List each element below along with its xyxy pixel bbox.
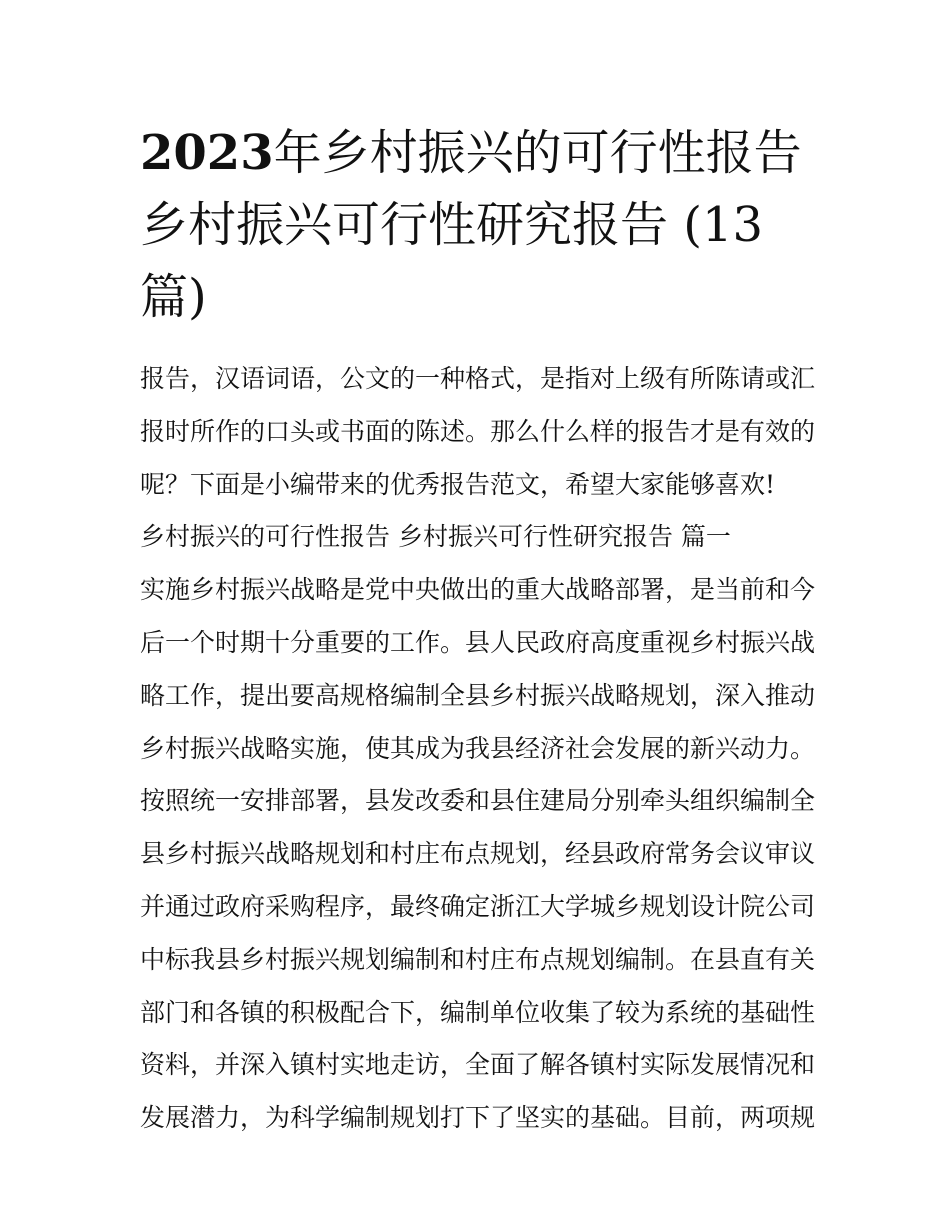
title-line-3: 篇) [140,269,207,325]
body-line-11: 并通过政府采购程序，最终确定浙江大学城乡规划设计院公司 [140,891,816,921]
body-line-8: 乡村振兴战略实施，使其成为我县经济社会发展的新兴动力。 [140,733,816,763]
body-line-15: 发展潜力，为科学编制规划打下了坚实的基础。目前，两项规 [140,1103,816,1133]
document-title [140,117,820,333]
body-line-14: 资料，并深入镇村实地走访，全面了解各镇村实际发展情况和 [140,1050,816,1080]
body-line-9: 按照统一安排部署，县发改委和县住建局分别牵头组织编制全 [140,786,816,816]
title-line-1 [140,117,820,189]
title-line-1-rest: 年乡村振兴的可行性报告 [273,125,802,181]
body-line-2: 报时所作的口头或书面的陈述。那么什么样的报告才是有效的 [140,416,816,446]
document-body [140,353,820,1145]
title-line-2: 乡村振兴可行性研究报告 (13 [140,197,764,253]
body-line-6: 后一个时期十分重要的工作。县人民政府高度重视乡村振兴战 [140,627,816,657]
body-line-10: 县乡村振兴战略规划和村庄布点规划，经县政府常务会议审议 [140,839,816,869]
body-line-7: 略工作，提出要高规格编制全县乡村振兴战略规划，深入推动 [140,680,816,710]
body-line-13: 部门和各镇的积极配合下，编制单位收集了较为系统的基础性 [140,997,816,1027]
section-heading: 乡村振兴的可行性报告 乡村振兴可行性研究报告 篇一 [140,522,731,552]
body-line-1: 报告，汉语词语，公文的一种格式，是指对上级有所陈请或汇 [140,364,816,393]
body-line-5: 实施乡村振兴战略是党中央做出的重大战略部署，是当前和今 [140,575,816,605]
body-line-12: 中标我县乡村振兴规划编制和村庄布点规划编制。在县直有关 [140,944,816,974]
title-year: 2023 [140,125,274,181]
body-line-3: 呢？下面是小编带来的优秀报告范文，希望大家能够喜欢! [140,469,776,499]
